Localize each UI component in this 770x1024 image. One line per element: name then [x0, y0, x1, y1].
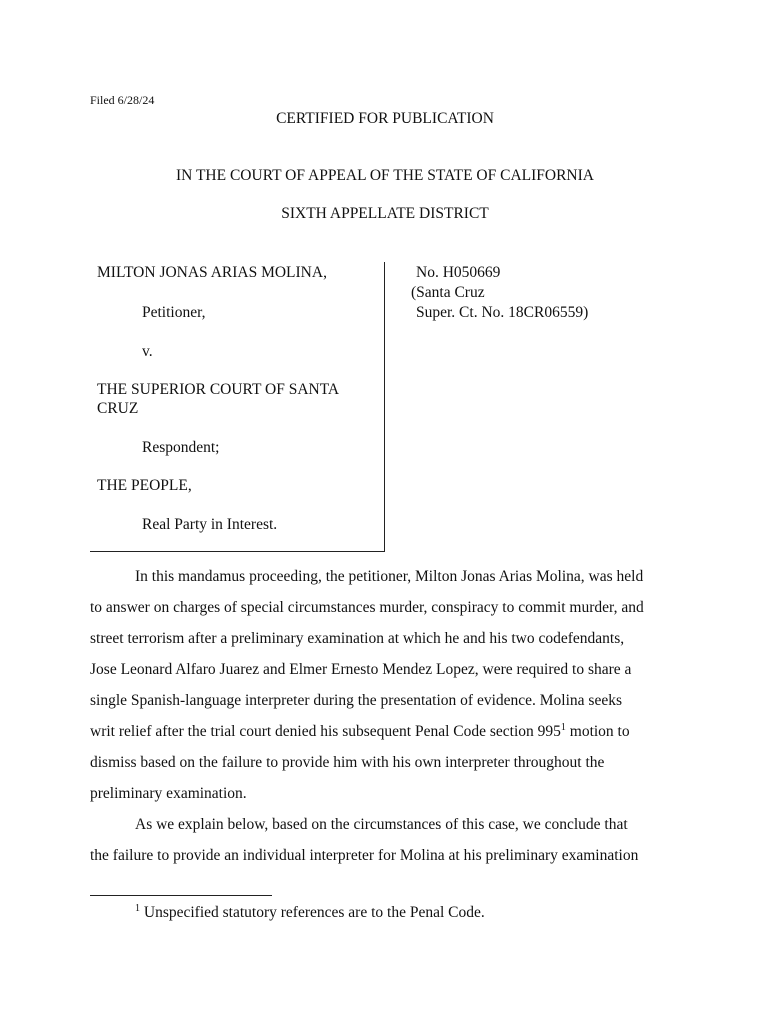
respondent-name-line1: THE SUPERIOR COURT OF SANTA [97, 381, 340, 398]
paragraph-line: to answer on charges of special circumstances murder, conspiracy to commit murder, and [90, 599, 644, 616]
paragraph-line-suffix: motion to [565, 723, 630, 740]
paragraph-line: single Spanish-language interpreter during the presentation of evidence. Molina seeks [90, 692, 623, 709]
respondent-name-line2: CRUZ [97, 400, 139, 417]
paragraph-line: preliminary examination. [90, 785, 247, 802]
paragraph-line: the failure to provide an individual interpreter for Molina at his preliminary examination [90, 847, 639, 864]
footnote-text: Unspecified statutory references are to the Penal Code. [140, 904, 485, 921]
paragraph-line: As we explain below, based on the circumstances of this case, we conclude that [135, 816, 628, 833]
paragraph-line-with-footnote [90, 716, 690, 747]
paragraph-line: street terrorism after a preliminary examination at which he and his two codefendants, [90, 630, 625, 647]
court-heading: IN THE COURT OF APPEAL OF THE STATE OF CALIFORNIA [176, 167, 594, 184]
opinion-paragraph-2 [90, 809, 690, 871]
paragraph-line: In this mandamus proceeding, the petitioner, Milton Jonas Arias Molina, was held [135, 568, 644, 585]
filed-date: Filed 6/28/24 [90, 93, 155, 107]
caption-horizontal-rule [90, 551, 385, 552]
caption-vertical-rule [384, 262, 385, 552]
superior-court-line1: (Santa Cruz [411, 284, 485, 301]
versus: v. [142, 343, 153, 360]
footnote-separator [90, 895, 272, 896]
real-party-name: THE PEOPLE, [97, 477, 192, 494]
district-heading: SIXTH APPELLATE DISTRICT [281, 205, 489, 222]
paragraph-line-text: writ relief after the trial court denied his subsequent Penal Code section 995 [90, 723, 561, 740]
petitioner-role: Petitioner, [142, 304, 206, 321]
footnote-marker: 1 [135, 902, 140, 914]
certified-heading: CERTIFIED FOR PUBLICATION [276, 110, 494, 127]
real-party-role: Real Party in Interest. [142, 516, 278, 533]
footnote-1 [135, 904, 485, 922]
superior-court-line2: Super. Ct. No. 18CR06559) [416, 304, 589, 321]
footnote-reference[interactable]: 1 [560, 721, 566, 733]
petitioner-name: MILTON JONAS ARIAS MOLINA, [97, 264, 327, 281]
case-number: No. H050669 [416, 264, 501, 281]
respondent-role: Respondent; [142, 439, 220, 456]
paragraph-line: dismiss based on the failure to provide him with his own interpreter throughout the [90, 754, 605, 771]
opinion-paragraph-1 [90, 561, 690, 809]
paragraph-line: Jose Leonard Alfaro Juarez and Elmer Ernesto Mendez Lopez, were required to share a [90, 661, 632, 678]
